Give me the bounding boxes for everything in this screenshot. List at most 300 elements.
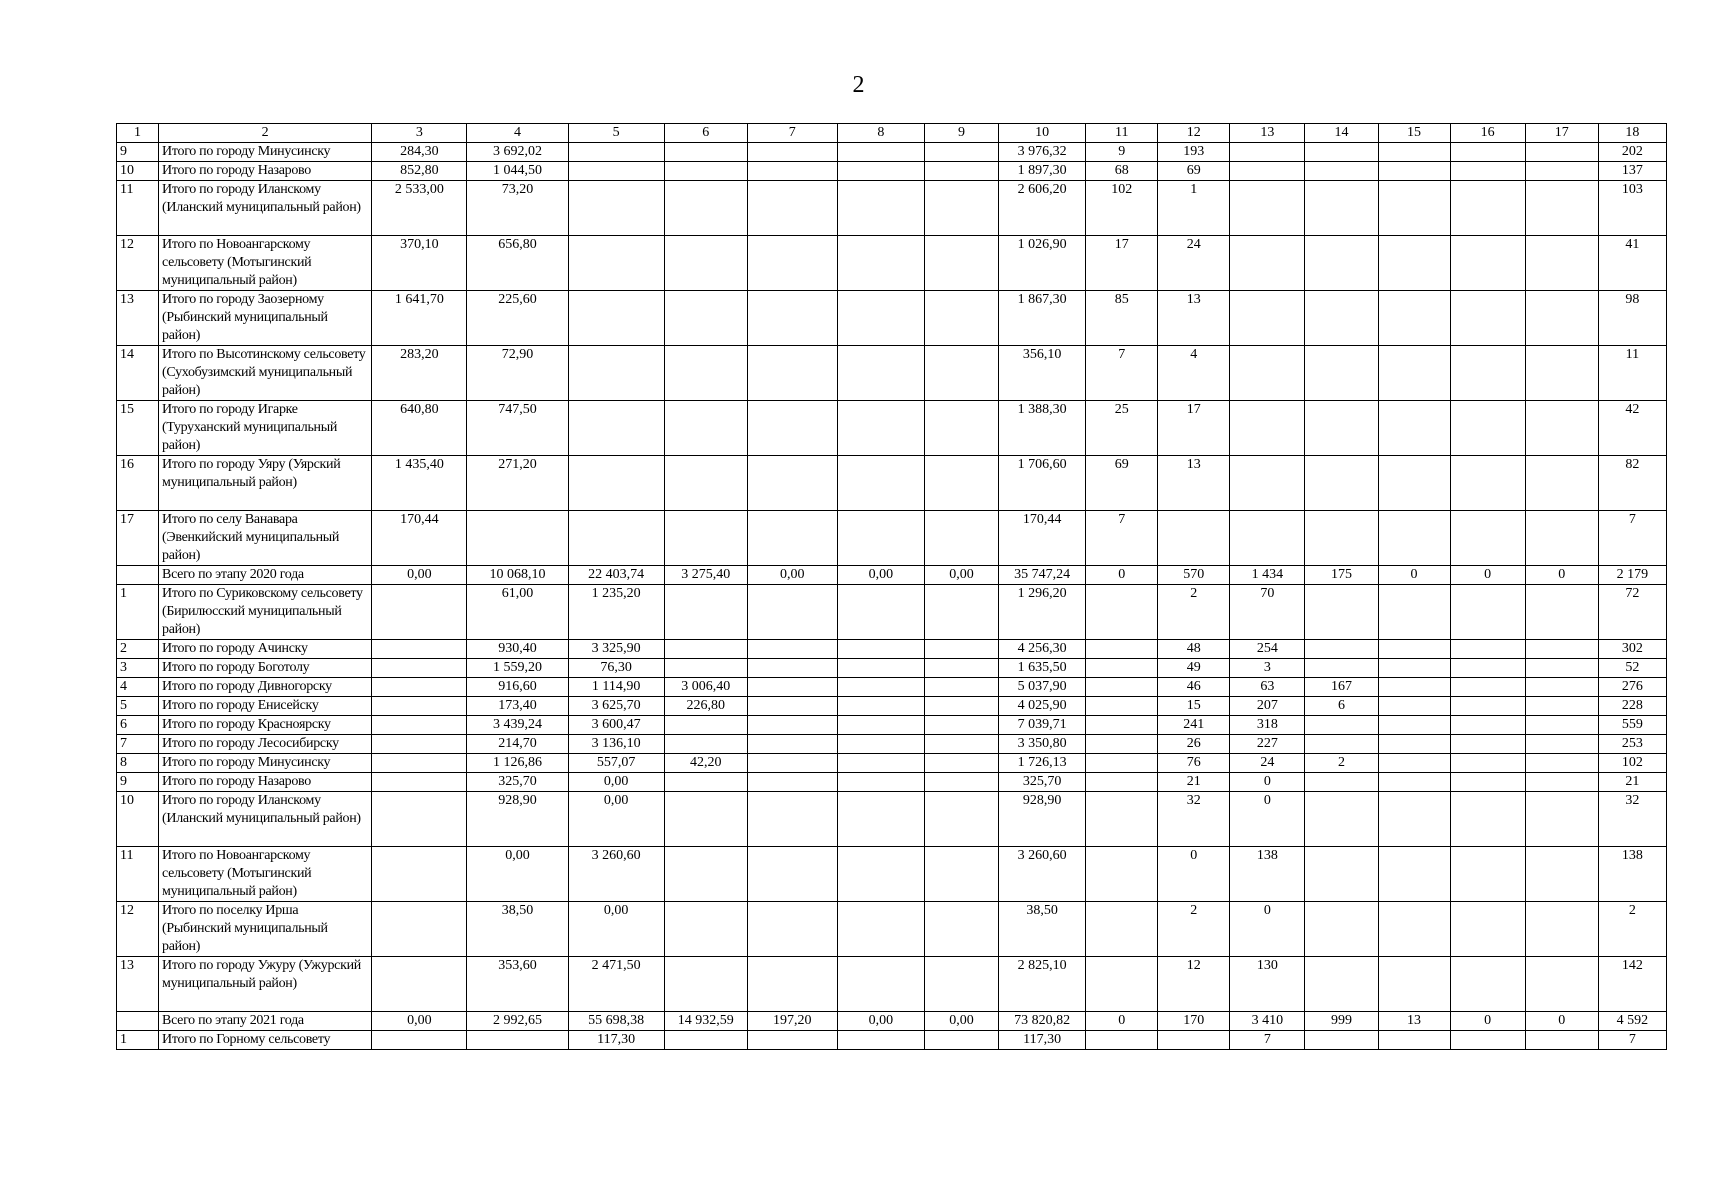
value-cell [924,678,998,697]
value-cell [924,1031,998,1050]
value-cell [568,181,664,236]
value-cell: 1 026,90 [999,236,1086,291]
value-cell: 69 [1158,162,1230,181]
value-cell [747,346,837,401]
value-cell: 228 [1598,697,1666,716]
value-cell: 42,20 [664,754,747,773]
value-cell: 1 [1158,181,1230,236]
value-cell: 0,00 [372,1012,467,1031]
value-cell: 0 [1086,1012,1158,1031]
value-cell [1450,773,1525,792]
value-cell [1378,678,1450,697]
value-cell: 2 [1305,754,1378,773]
value-cell [924,957,998,1012]
value-cell [568,401,664,456]
value-cell [1525,291,1598,346]
value-cell [1305,640,1378,659]
value-cell [747,735,837,754]
value-cell: 0 [1450,566,1525,585]
value-cell: 3 350,80 [999,735,1086,754]
value-cell: 55 698,38 [568,1012,664,1031]
value-cell [664,401,747,456]
value-cell [568,511,664,566]
value-cell [664,792,747,847]
value-cell [747,640,837,659]
value-cell [1450,181,1525,236]
value-cell [1525,401,1598,456]
value-cell: 5 037,90 [999,678,1086,697]
value-cell [1450,754,1525,773]
value-cell [372,659,467,678]
value-cell [924,735,998,754]
value-cell: 3 136,10 [568,735,664,754]
value-cell [664,143,747,162]
table-row [117,640,1667,659]
value-cell [372,847,467,902]
value-cell: 26 [1158,735,1230,754]
value-cell: 2 533,00 [372,181,467,236]
value-cell: 2 992,65 [467,1012,568,1031]
column-header: 16 [1450,124,1525,143]
value-cell [837,735,924,754]
value-cell: 25 [1086,401,1158,456]
value-cell [837,1031,924,1050]
value-cell: 175 [1305,566,1378,585]
row-number-cell: 11 [117,847,159,902]
value-cell [837,236,924,291]
value-cell [1525,754,1598,773]
value-cell: 38,50 [467,902,568,957]
value-cell [1450,659,1525,678]
value-cell [747,754,837,773]
value-cell [1450,735,1525,754]
table-row [117,291,1667,346]
value-cell: 302 [1598,640,1666,659]
value-cell [837,291,924,346]
value-cell [664,181,747,236]
value-cell [1525,847,1598,902]
value-cell [1450,716,1525,735]
value-cell: 3 625,70 [568,697,664,716]
value-cell: 253 [1598,735,1666,754]
value-cell [1086,773,1158,792]
value-cell [1230,456,1305,511]
value-cell [568,143,664,162]
value-cell [1378,754,1450,773]
value-cell [1378,291,1450,346]
value-cell [924,236,998,291]
value-cell: 7 [1598,1031,1666,1050]
row-number-cell: 10 [117,162,159,181]
value-cell [1525,456,1598,511]
value-cell: 72,90 [467,346,568,401]
value-cell [1230,236,1305,291]
value-cell: 69 [1086,456,1158,511]
value-cell: 13 [1378,1012,1450,1031]
row-number-cell: 4 [117,678,159,697]
column-header: 12 [1158,124,1230,143]
value-cell [1305,735,1378,754]
value-cell: 1 706,60 [999,456,1086,511]
value-cell: 0,00 [372,566,467,585]
table-row [117,735,1667,754]
value-cell [372,754,467,773]
value-cell: 4 592 [1598,1012,1666,1031]
value-cell [747,773,837,792]
value-cell: 3 976,32 [999,143,1086,162]
value-cell [568,346,664,401]
value-cell [1305,659,1378,678]
value-cell: 0 [1525,566,1598,585]
value-cell [1086,792,1158,847]
value-cell [1378,735,1450,754]
value-cell [837,346,924,401]
value-cell [747,847,837,902]
value-cell [1230,143,1305,162]
value-cell: 130 [1230,957,1305,1012]
row-number-cell: 12 [117,902,159,957]
value-cell: 0 [1230,792,1305,847]
value-cell [1305,456,1378,511]
value-cell [924,773,998,792]
table-row [117,773,1667,792]
value-cell: 3 439,24 [467,716,568,735]
value-cell: 2 825,10 [999,957,1086,1012]
value-cell [1525,162,1598,181]
value-cell: 2 [1158,585,1230,640]
value-cell: 640,80 [372,401,467,456]
column-header: 7 [747,124,837,143]
value-cell [747,792,837,847]
column-header: 5 [568,124,664,143]
column-header: 11 [1086,124,1158,143]
value-cell [372,1031,467,1050]
table-row [117,1031,1667,1050]
value-cell: 63 [1230,678,1305,697]
value-cell: 32 [1598,792,1666,847]
value-cell: 38,50 [999,902,1086,957]
table-row [117,181,1667,236]
value-cell: 76 [1158,754,1230,773]
value-cell [1305,236,1378,291]
value-cell: 1 435,40 [372,456,467,511]
value-cell: 370,10 [372,236,467,291]
value-cell [568,162,664,181]
value-cell [1525,902,1598,957]
value-cell: 0,00 [837,566,924,585]
value-cell [1378,773,1450,792]
value-cell: 241 [1158,716,1230,735]
table-row [117,236,1667,291]
value-cell [664,735,747,754]
value-cell: 2 179 [1598,566,1666,585]
value-cell [747,162,837,181]
value-cell: 138 [1598,847,1666,902]
value-cell [372,640,467,659]
value-cell [372,678,467,697]
value-cell: 48 [1158,640,1230,659]
value-cell: 3 692,02 [467,143,568,162]
total-row [117,1012,1667,1031]
value-cell: 46 [1158,678,1230,697]
value-cell [837,754,924,773]
value-cell [1378,716,1450,735]
value-cell [372,716,467,735]
value-cell [1450,792,1525,847]
value-cell [924,181,998,236]
value-cell [747,659,837,678]
row-number-cell: 17 [117,511,159,566]
column-header: 4 [467,124,568,143]
value-cell: 15 [1158,697,1230,716]
value-cell [664,957,747,1012]
value-cell: 0,00 [924,1012,998,1031]
table-row [117,678,1667,697]
value-cell [1450,585,1525,640]
column-header: 18 [1598,124,1666,143]
value-cell [1378,456,1450,511]
value-cell [1378,659,1450,678]
value-cell [924,659,998,678]
value-cell [747,291,837,346]
value-cell [1086,697,1158,716]
value-cell: 656,80 [467,236,568,291]
table-row [117,585,1667,640]
value-cell [747,181,837,236]
value-cell: 283,20 [372,346,467,401]
value-cell [747,401,837,456]
value-cell: 3 006,40 [664,678,747,697]
value-cell: 85 [1086,291,1158,346]
value-cell: 117,30 [999,1031,1086,1050]
value-cell: 2 [1598,902,1666,957]
value-cell [837,456,924,511]
value-cell [664,902,747,957]
row-name-cell: Итого по городу Боготолу [159,659,372,678]
row-name-cell: Итого по селу Ванавара (Эвенкийский муниципальный район) [159,511,372,566]
row-name-cell: Итого по городу Ужуру (Ужурский муниципальный район) [159,957,372,1012]
value-cell [924,847,998,902]
value-cell: 1 388,30 [999,401,1086,456]
value-cell [1525,585,1598,640]
value-cell: 72 [1598,585,1666,640]
value-cell [1086,716,1158,735]
value-cell: 0 [1230,902,1305,957]
row-number-cell: 15 [117,401,159,456]
value-cell [568,236,664,291]
value-cell: 0,00 [568,792,664,847]
value-cell [1525,236,1598,291]
value-cell: 7 [1086,346,1158,401]
value-cell [1525,143,1598,162]
value-cell [747,1031,837,1050]
value-cell: 1 114,90 [568,678,664,697]
value-cell [1525,181,1598,236]
value-cell [924,511,998,566]
column-header: 8 [837,124,924,143]
value-cell: 142 [1598,957,1666,1012]
value-cell: 928,90 [467,792,568,847]
value-cell: 0 [1158,847,1230,902]
value-cell [664,236,747,291]
value-cell [1305,847,1378,902]
row-number-cell: 2 [117,640,159,659]
row-name-cell: Итого по Высотинскому сельсовету (Сухобузимский муниципальный район) [159,346,372,401]
value-cell [837,181,924,236]
value-cell [1230,291,1305,346]
table-row [117,697,1667,716]
value-cell: 102 [1086,181,1158,236]
value-cell: 227 [1230,735,1305,754]
value-cell: 1 559,20 [467,659,568,678]
value-cell [747,585,837,640]
value-cell [1086,735,1158,754]
value-cell [837,659,924,678]
value-cell: 1 126,86 [467,754,568,773]
value-cell: 0,00 [568,773,664,792]
value-cell: 7 [1230,1031,1305,1050]
value-cell [924,716,998,735]
value-cell [1450,162,1525,181]
row-name-cell: Итого по Новоангарскому сельсовету (Мотыгинский муниципальный район) [159,847,372,902]
value-cell [1525,640,1598,659]
value-cell [837,678,924,697]
value-cell [1525,678,1598,697]
value-cell: 0,00 [924,566,998,585]
value-cell: 9 [1086,143,1158,162]
value-cell: 226,80 [664,697,747,716]
value-cell: 42 [1598,401,1666,456]
row-name-cell: Итого по Новоангарскому сельсовету (Мотыгинский муниципальный район) [159,236,372,291]
row-name-cell: Итого по городу Енисейску [159,697,372,716]
value-cell [372,773,467,792]
value-cell: 559 [1598,716,1666,735]
row-name-cell: Итого по городу Иланскому (Иланский муниципальный район) [159,181,372,236]
row-name-cell: Всего по этапу 2020 года [159,566,372,585]
value-cell [664,585,747,640]
value-cell [1525,735,1598,754]
value-cell [747,456,837,511]
value-cell: 353,60 [467,957,568,1012]
value-cell [1378,236,1450,291]
value-cell: 68 [1086,162,1158,181]
value-cell [1450,640,1525,659]
total-row [117,566,1667,585]
value-cell [1305,1031,1378,1050]
value-cell [1086,902,1158,957]
table-row [117,957,1667,1012]
value-cell [1305,143,1378,162]
row-number-cell: 12 [117,236,159,291]
value-cell [1450,346,1525,401]
value-cell [837,511,924,566]
value-cell [1525,773,1598,792]
row-number-cell [117,566,159,585]
value-cell [1525,957,1598,1012]
column-header: 1 [117,124,159,143]
table-row [117,902,1667,957]
value-cell [1378,511,1450,566]
value-cell: 197,20 [747,1012,837,1031]
value-cell [747,511,837,566]
value-cell: 1 867,30 [999,291,1086,346]
value-cell [372,792,467,847]
value-cell [1450,456,1525,511]
value-cell [1305,291,1378,346]
value-cell [1525,346,1598,401]
value-cell [1450,957,1525,1012]
value-cell: 82 [1598,456,1666,511]
value-cell: 35 747,24 [999,566,1086,585]
value-cell: 3 260,60 [999,847,1086,902]
value-cell: 98 [1598,291,1666,346]
value-cell [664,162,747,181]
value-cell [1450,847,1525,902]
value-cell: 214,70 [467,735,568,754]
value-cell: 6 [1305,697,1378,716]
value-cell: 1 635,50 [999,659,1086,678]
column-header: 6 [664,124,747,143]
value-cell [924,640,998,659]
value-cell [837,697,924,716]
value-cell [1378,1031,1450,1050]
value-cell: 103 [1598,181,1666,236]
value-cell [372,697,467,716]
table-row [117,162,1667,181]
value-cell [924,902,998,957]
column-header: 13 [1230,124,1305,143]
row-name-cell: Итого по городу Минусинску [159,754,372,773]
value-cell [1450,401,1525,456]
value-cell: 170 [1158,1012,1230,1031]
value-cell: 0,00 [467,847,568,902]
value-cell: 10 068,10 [467,566,568,585]
value-cell [1230,401,1305,456]
value-cell [664,291,747,346]
value-cell: 3 260,60 [568,847,664,902]
value-cell [1450,511,1525,566]
value-cell: 21 [1598,773,1666,792]
column-header: 3 [372,124,467,143]
value-cell [924,754,998,773]
column-header: 17 [1525,124,1598,143]
row-name-cell: Итого по городу Дивногорску [159,678,372,697]
value-cell [1305,792,1378,847]
row-name-cell: Итого по поселку Ирша (Рыбинский муниципальный район) [159,902,372,957]
value-cell [1450,236,1525,291]
value-cell: 3 600,47 [568,716,664,735]
value-cell: 1 296,20 [999,585,1086,640]
value-cell [664,847,747,902]
value-cell [1378,143,1450,162]
value-cell [924,291,998,346]
value-cell: 73,20 [467,181,568,236]
row-number-cell: 3 [117,659,159,678]
value-cell [1378,847,1450,902]
value-cell [1086,1031,1158,1050]
column-header: 14 [1305,124,1378,143]
row-number-cell: 13 [117,291,159,346]
value-cell: 0 [1086,566,1158,585]
row-name-cell: Итого по Суриковскому сельсовету (Бирилюсский муниципальный район) [159,585,372,640]
value-cell [1378,902,1450,957]
table-row [117,792,1667,847]
value-cell: 193 [1158,143,1230,162]
value-cell [664,659,747,678]
row-name-cell: Итого по городу Назарово [159,162,372,181]
value-cell [1230,511,1305,566]
value-cell [1378,697,1450,716]
